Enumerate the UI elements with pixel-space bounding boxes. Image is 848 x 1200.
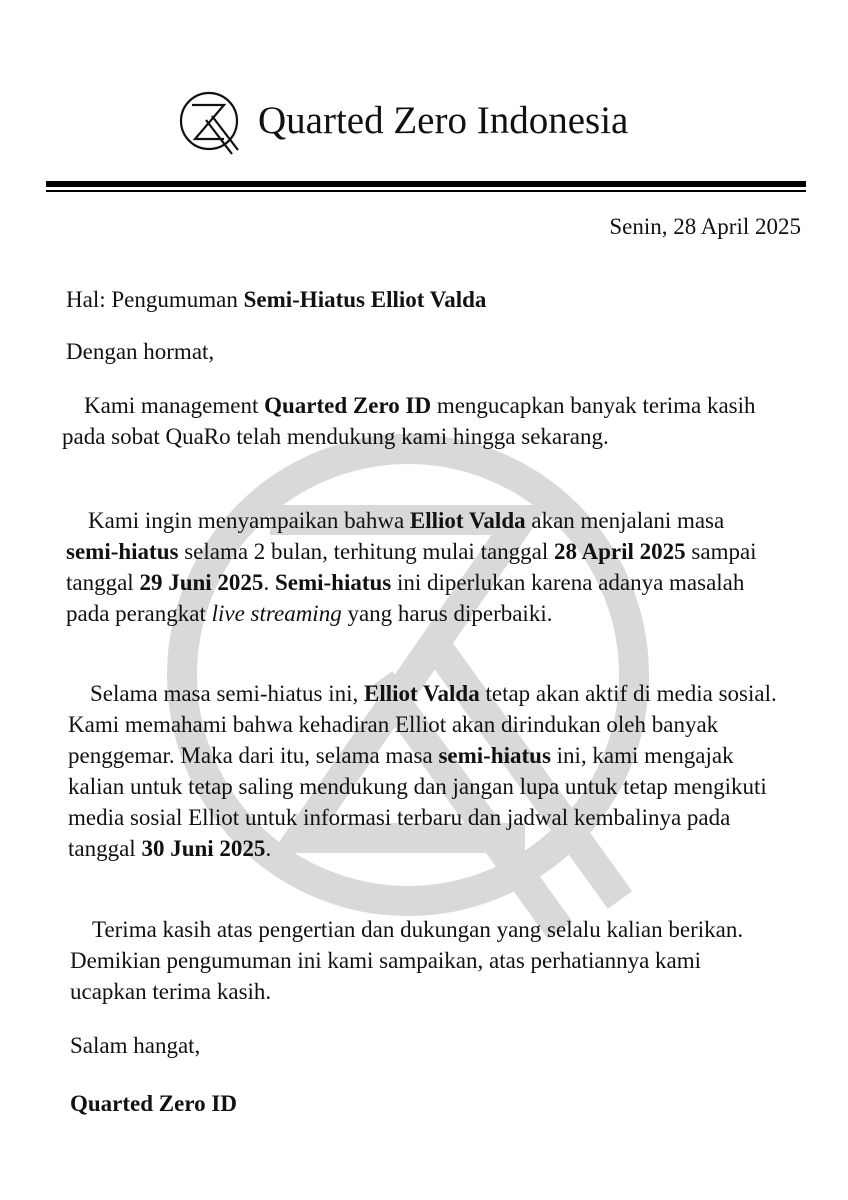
closing: Salam hangat, bbox=[70, 1033, 201, 1058]
salutation: Dengan hormat, bbox=[66, 339, 215, 364]
paragraph-1: Kami management Quarted Zero ID mengucapkan banyak terima kasih pada sobat QuaRo telah mendukung kami hingga sekarang. bbox=[62, 393, 756, 449]
qz-logo-icon bbox=[178, 90, 244, 156]
letterhead bbox=[0, 84, 848, 154]
signature: Quarted Zero ID bbox=[70, 1091, 237, 1116]
subject-line: Hal: Pengumuman Semi-Hiatus Elliot Valda bbox=[66, 287, 487, 312]
org-name: Quarted Zero Indonesia bbox=[258, 99, 629, 142]
header-rule-thin bbox=[46, 190, 806, 192]
paragraph-4: Terima kasih atas pengertian dan dukungan yang selalu kalian berikan. Demikian pengumuman ini kami sampaikan, atas perhatiannya kami ucapkan terima kasih. bbox=[70, 917, 744, 1004]
letter-date: Senin, 28 April 2025 bbox=[609, 214, 801, 239]
paragraph-2: Kami ingin menyampaikan bahwa Elliot Valda akan menjalani masa semi-hiatus selama 2 bulan, terhitung mulai tanggal 28 April 2025 sampai tanggal 29 Juni 2025. Semi-hiatus ini diperlukan karena adanya masalah pada perangkat live streaming yang harus diperbaiki. bbox=[66, 508, 757, 626]
paragraph-3: Selama masa semi-hiatus ini, Elliot Valda tetap akan aktif di media sosial. Kami memahami bahwa kehadiran Elliot akan dirindukan oleh banyak penggemar. Maka dari itu, selama masa semi-hiatus ini, kami mengajak kalian untuk tetap saling mendukung dan jangan lupa untuk tetap mengikuti media sosial Elliot untuk informasi terbaru dan jadwal kembalinya pada tanggal 30 Juni 2025. bbox=[68, 681, 777, 861]
header-rule-thick bbox=[46, 181, 806, 187]
